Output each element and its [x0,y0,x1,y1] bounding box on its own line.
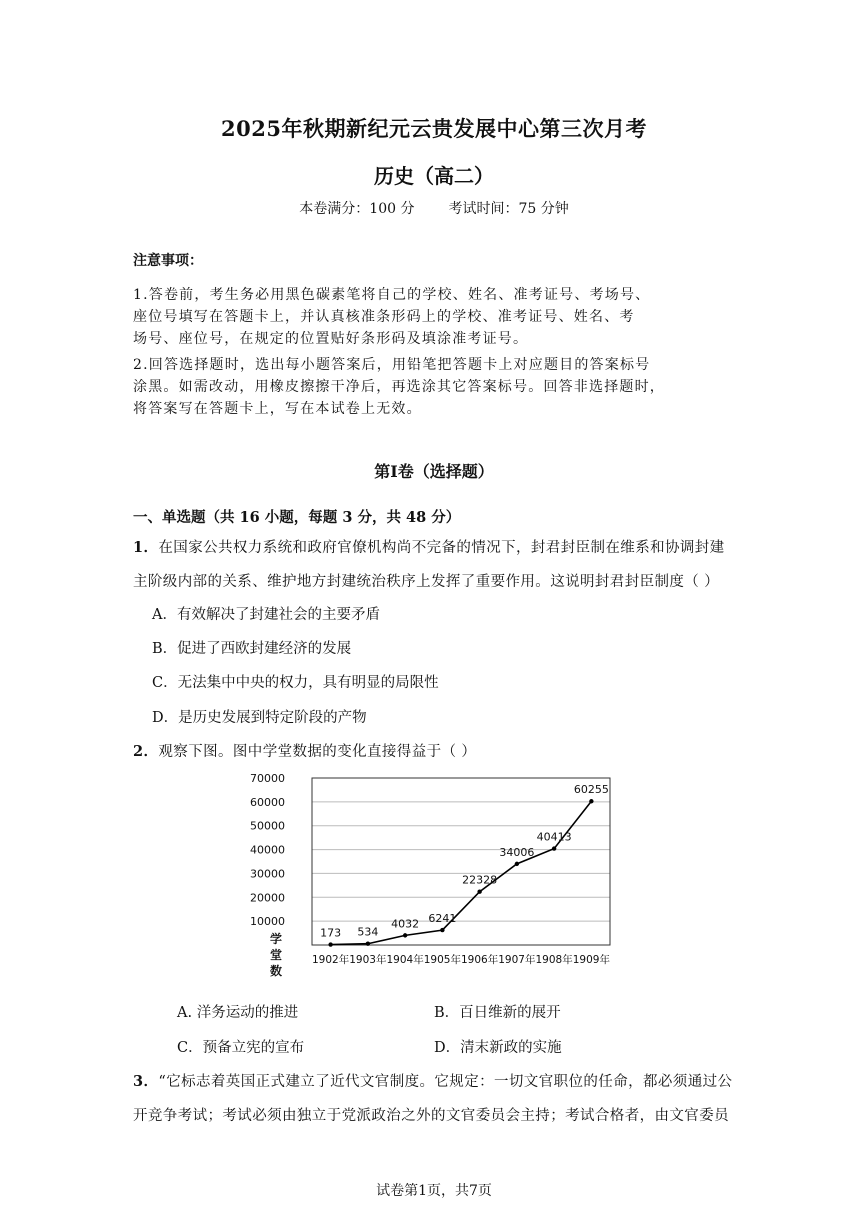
question-2-stem [133,740,476,761]
option-b: B．促进了西欧封建经济的发展 [152,641,352,657]
question-1-stem-cont: 主阶级内部的关系、维护地方封建统治秩序上发挥了重要作用。这说明封君封臣制度（ ） [133,574,720,590]
y-tick-label: 70000 [250,772,285,785]
exam-title: 2025年秋期新纪元云贵发展中心第三次月考 [221,116,647,141]
data-point [328,942,332,946]
data-point [366,942,370,946]
notice-line: 涂黑。如需改动，用橡皮擦擦干净后，再选涂其它答案标号。回答非选择题时， [133,379,665,395]
question-number: 2． [133,743,159,760]
question-3-stem-cont: 开竞争考试；考试必须由独立于党派政治之外的文官委员会主持；考试合格者，由文官委员 [133,1108,729,1124]
notice-heading: 注意事项： [133,253,203,269]
question-3-stem [133,1070,732,1091]
data-label: 60255 [573,783,609,797]
x-tick-label: 1908年 [535,954,573,966]
data-point [515,862,519,866]
x-tick-label: 1906年 [461,954,499,966]
y-axis-label-char: 学 [269,932,283,946]
y-tick-label: 10000 [250,915,285,929]
question-text: 观察下图。图中学堂数据的变化直接得益于（ ） [158,744,477,760]
notice-line: 座位号填写在答题卡上，并认真核准条形码上的学校、准考证号、姓名、考 [133,309,635,325]
data-label: 40413 [536,830,572,844]
data-point [440,928,444,932]
exam-meta [0,198,868,218]
y-tick-label: 20000 [250,891,285,905]
y-axis-label-char: 堂 [269,948,283,962]
exam-subject: 历史（高二） [374,164,494,188]
option-c: C．预备立宪的宣布 [177,1040,305,1056]
data-label: 34006 [499,845,535,859]
part-title: 一、单选题（共 16 小题，每题 3 分，共 48 分） [133,509,461,526]
x-tick-label: 1903年 [349,954,387,966]
data-label: 6241 [428,912,457,926]
data-point [552,846,556,850]
school-count-chart [250,768,630,988]
data-point [589,799,593,803]
option-b: B．百日维新的展开 [434,1005,561,1021]
x-tick-label: 1907年 [498,954,536,966]
question-number: 1． [133,539,159,556]
notice-line: 将答案写在答题卡上，写在本试卷上无效。 [133,401,422,417]
series-line [331,801,592,944]
data-label: 4032 [391,917,420,931]
plot-frame [312,778,610,945]
y-axis-label-char: 数 [269,964,283,978]
x-tick-label: 1909年 [572,954,610,966]
data-label: 534 [357,925,379,939]
y-tick-label: 30000 [250,867,285,881]
x-tick-label: 1905年 [423,954,461,966]
y-tick-label: 50000 [250,819,285,833]
option-d: D．是历史发展到特定阶段的产物 [152,710,367,726]
x-tick-label: 1904年 [386,954,424,966]
page-footer: 试卷第1页，共7页 [376,1183,492,1199]
question-text: 在国家公共权力系统和政府官僚机构尚不完备的情况下，封君封臣制在维系和协调封建 [158,540,725,556]
option-d: D．清末新政的实施 [434,1040,562,1056]
data-label: 22328 [462,873,498,887]
full-score: 本卷满分：100 分 [299,201,415,217]
option-c: C．无法集中中央的权力，具有明显的局限性 [152,675,439,691]
question-1-stem [133,536,725,557]
exam-time: 考试时间：75 分钟 [448,201,569,217]
notice-line: 2.回答选择题时，选出每小题答案后，用铅笔把答题卡上对应题目的答案标号 [133,357,651,373]
data-point [477,890,481,894]
x-tick-label: 1902年 [312,954,350,966]
notice-line: 1.答卷前，考生务必用黑色碳素笔将自己的学校、姓名、准考证号、考场号、 [133,287,651,303]
data-point [403,933,407,937]
data-label: 173 [320,926,342,940]
option-a: A．有效解决了封建社会的主要矛盾 [152,607,380,623]
question-number: 3． [133,1073,159,1090]
y-tick-label: 40000 [250,843,285,857]
option-a: A. 洋务运动的推进 [177,1005,299,1021]
section-title: 第Ⅰ卷（选择题） [374,462,494,481]
notice-line: 场号、座位号，在规定的位置贴好条形码及填涂准考证号。 [133,331,529,347]
question-text: “它标志着英国正式建立了近代文官制度。它规定：一切文官职位的任命，都必须通过公 [158,1074,733,1090]
y-tick-label: 60000 [250,795,285,809]
